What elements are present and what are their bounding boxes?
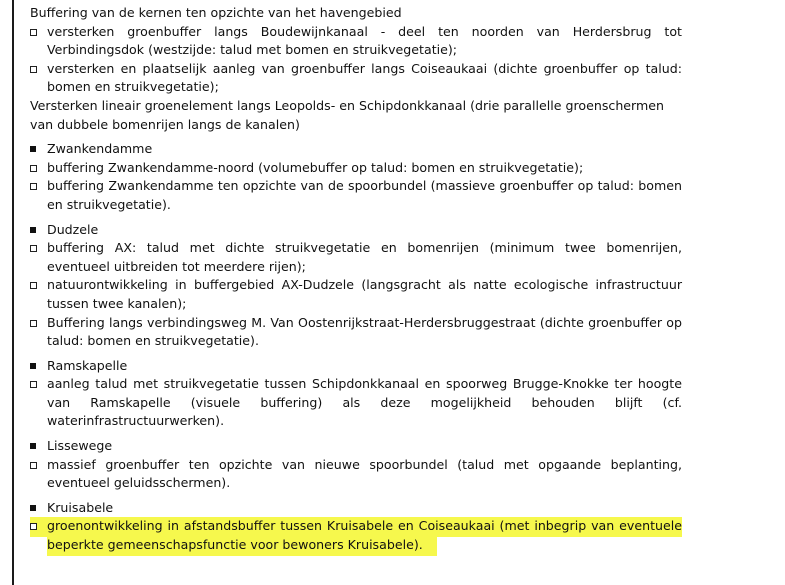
filled-square-bullet-icon <box>30 443 36 449</box>
list-item: versterken en plaatselijk aanleg van groenbuffer langs Coiseaukaai (dichte groenbuffer op talud: bomen en struikvegetatie); <box>30 60 682 97</box>
hollow-square-bullet-icon <box>30 245 37 252</box>
text-highlight: groenontwikkeling in afstandsbuffer tussen Kruisabele en Coiseaukaai (met inbegrip van eventuele beperkte gemeenschapsfunctie voor bewoners Kruisabele). <box>30 517 682 556</box>
hollow-square-bullet-icon <box>30 165 37 172</box>
list-item: buffering AX: talud met dichte struikvegetatie en bomenrijen (minimum twee bomenrijen, eventueel uitbreiden tot meerdere rijen); <box>30 239 682 276</box>
filled-square-bullet-icon <box>30 227 36 233</box>
group-title-kruisabele: Kruisabele <box>30 499 682 518</box>
list-item: versterken groenbuffer langs Boudewijnkanaal - deel ten noorden van Herdersbrug tot Verbindingsdok (westzijde: talud met bomen en struikvegetatie); <box>30 23 682 60</box>
list-item: buffering Zwankendamme-noord (volumebuffer op talud: bomen en struikvegetatie); <box>30 159 682 178</box>
list-item: buffering Zwankendamme ten opzichte van de spoorbundel (massieve groenbuffer op talud: bomen en struikvegetatie). <box>30 177 682 214</box>
filled-square-bullet-icon <box>30 146 36 152</box>
list-item: natuurontwikkeling in buffergebied AX-Dudzele (langsgracht als natte ecologische infrastructuur tussen twee kanalen); <box>30 276 682 313</box>
list-item: aanleg talud met struikvegetatie tussen Schipdonkkanaal en spoorweg Brugge-Knokke ter hoogte van Ramskapelle (visuele buffering) als deze mogelijkheid behouden blijft (cf. waterinfrastructuurwerken). <box>30 375 682 431</box>
highlighted-list-item <box>30 517 682 554</box>
hollow-square-bullet-icon <box>30 29 37 36</box>
list-item: Buffering langs verbindingsweg M. Van Oostenrijkstraat-Herdersbruggestraat (dichte groenbuffer op talud: bomen en struikvegetatie). <box>30 314 682 351</box>
group-title-ramskapelle: Ramskapelle <box>30 357 682 376</box>
hollow-square-bullet-icon <box>30 183 37 190</box>
section-heading-buffering: Buffering van de kernen ten opzichte van het havengebied <box>30 5 402 20</box>
hollow-square-bullet-icon <box>30 320 37 327</box>
filled-square-bullet-icon <box>30 505 36 511</box>
hollow-square-bullet-icon <box>30 282 37 289</box>
section-heading-lineair-groenelement: Versterken lineair groenelement langs Leopolds- en Schipdonkkanaal (drie parallelle groenschermen van dubbele bomenrijen langs de kanalen) <box>30 97 665 132</box>
hollow-square-bullet-icon <box>30 381 37 388</box>
document-content <box>30 4 682 555</box>
hollow-square-bullet-icon <box>30 66 37 73</box>
margin-rule <box>12 0 14 585</box>
group-title-dudzele: Dudzele <box>30 221 682 240</box>
filled-square-bullet-icon <box>30 363 36 369</box>
group-title-zwankendamme: Zwankendamme <box>30 140 682 159</box>
hollow-square-bullet-icon <box>30 462 37 469</box>
hollow-square-bullet-icon <box>30 523 37 530</box>
group-title-lissewege: Lissewege <box>30 437 682 456</box>
list-item: massief groenbuffer ten opzichte van nieuwe spoorbundel (talud met opgaande beplanting, eventueel geluidsschermen). <box>30 456 682 493</box>
